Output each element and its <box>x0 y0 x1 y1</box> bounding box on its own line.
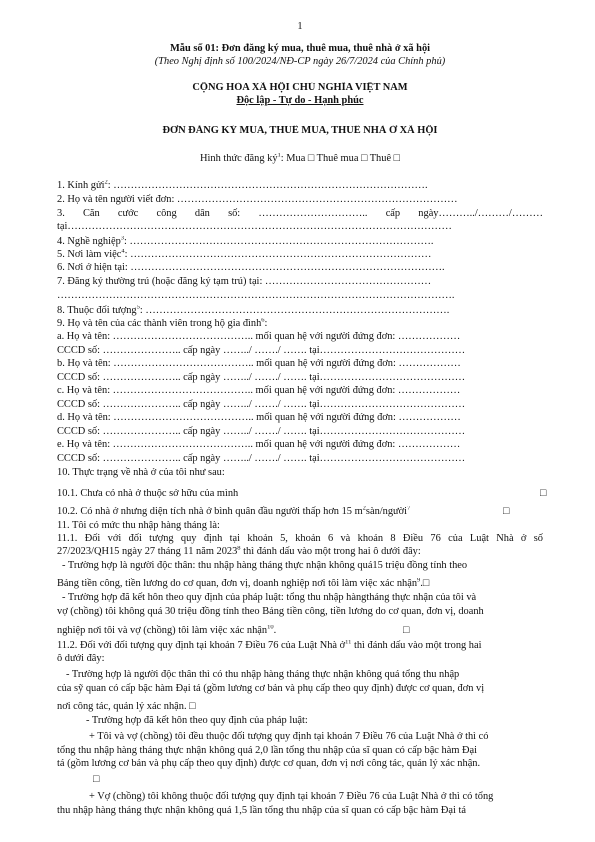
income-single-line-1: - Trường hợp là người độc thân: thu nhập hàng tháng thực nhận không quá15 triệu đồng tính theo <box>62 560 468 571</box>
member-e-id[interactable]: CCCD số: ………………….. cấp ngày ……../ ……./ ……. tại…………………………………… <box>57 453 466 464</box>
officer-both-line-1: + Tôi và vợ (chồng) tôi đều thuộc đối tượng quy định tại khoản 7 Điều 76 của Luật Nhà ở thì có <box>89 731 489 742</box>
member-a-name[interactable]: a. Họ và tên: ………………………………….. mối quan hệ với người đứng đơn: ……………… <box>57 331 461 342</box>
housing-status-heading: 10. Thực trạng về nhà ở của tôi như sau: <box>57 467 225 478</box>
legal-basis: (Theo Nghị định số 100/2024/NĐ-CP ngày 26/7/2024 của Chính phủ) <box>154 56 446 67</box>
income-11-1-line-1: 11.1. Đối với đối tượng quy định tại khoản 5, khoản 6 và khoản 8 Điều 76 của Luật Nhà ở số <box>57 533 543 544</box>
member-d-name[interactable]: d. Họ và tên: ………………………………….. mối quan hệ với người đứng đơn: ……………… <box>57 412 461 423</box>
page-number: 1 <box>297 21 303 32</box>
income-11-2-line-1: 11.2. Đối với đối tượng quy định tại khoản 7 Điều 76 của Luật Nhà ở$^{11}$ thì đánh dấu vào một trong hai <box>57 640 482 651</box>
housing-status-small-house: 10.2. Có nhà ở nhưng diện tích nhà ở bình quân đầu người thấp hơn 15 $m^2sàn/người^7$ <box>57 506 411 517</box>
checkbox-married-income[interactable]: □ <box>403 625 410 636</box>
registration-form-label: Hình thức đăng ký <box>200 153 278 164</box>
field-beneficiary-group[interactable]: 8. Thuộc đối tượng$^5$: ……………………………………………………………………………. <box>57 305 450 316</box>
field-registered-residence[interactable]: 7. Đăng ký thường trú (hoặc đăng ký tạm trú) tại: ………………………………………… <box>57 276 432 287</box>
officer-single-line-2: của sỹ quan có cấp bậc hàm Đại tá (gồm lương cơ bản và phụ cấp theo quy định) được cơ quan, đơn vị <box>57 683 485 694</box>
field-workplace[interactable]: 5. Nơi làm việc$^4$: …………………………………………………………………………… <box>57 249 432 260</box>
member-d-id[interactable]: CCCD số: ………………….. cấp ngày ……../ ……./ ……. tại…………………………………… <box>57 426 466 437</box>
officer-both-line-2: tổng thu nhập hàng tháng thực nhận không quá 2,0 lần tổng thu nhập của sĩ quan có cấp bậc hàm Đại <box>57 745 477 756</box>
checkbox-single-income[interactable]: .□ <box>420 578 430 589</box>
officer-both-line-3: tá (gồm lương cơ bản và phụ cấp theo quy định) được cơ quan, đơn vị nơi công tác, quản lý xác nhận. <box>57 758 481 769</box>
housing-status-no-house: 10.1. Chưa có nhà ở thuộc sở hữu của mình <box>57 488 239 499</box>
officer-single-line-3[interactable]: nơi công tác, quản lý xác nhận. □ <box>57 701 196 712</box>
field-recipient[interactable]: 1. Kính gửi$^2$: ………………………………………………………………………………. <box>57 180 428 191</box>
national-title: CỘNG HÒA XÃ HỘI CHỦ NGHĨA VIỆT NAM <box>192 82 408 93</box>
officer-spouse-line-2: thu nhập hàng tháng thực nhận không quá 1,5 lần tổng thu nhập của sĩ quan có cấp bậc hàm Đại tá <box>57 805 467 816</box>
registration-form-choices[interactable]: : Mua □ Thuê mua □ Thuê □ <box>280 153 400 164</box>
member-c-id[interactable]: CCCD số: ………………….. cấp ngày ……../ ……./ ……. tại…………………………………… <box>57 399 466 410</box>
field-current-residence[interactable]: 6. Nơi ở hiện tại: ………………………………………………………………………………. <box>57 262 445 273</box>
field-registered-residence-cont[interactable]: ……………………………………………………………………………………………………. <box>57 290 455 301</box>
registration-form-options[interactable]: Hình thức đăng $ký^1$: Mua □ Thuê mua □ Thuê □ <box>200 153 400 164</box>
member-a-id[interactable]: CCCD số: ………………….. cấp ngày ……../ ……./ ……. tại…………………………………… <box>57 345 466 356</box>
officer-spouse-line-1: + Vợ (chồng) tôi không thuộc đối tượng quy định tại khoản 7 Điều 76 của Luật Nhà ở thì có tổng <box>89 791 494 802</box>
income-11-2-line-2: ô dưới đây: <box>57 653 105 664</box>
income-married-line-2: vợ (chồng) tôi không quá 30 triệu đồng tính theo Bảng tiền công, tiền lương do cơ quan, đơn vị, doanh <box>57 606 484 617</box>
member-c-name[interactable]: c. Họ và tên: ………………………………….. mối quan hệ với người đứng đơn: ……………… <box>57 385 461 396</box>
checkbox-officer-both[interactable]: □ <box>93 774 100 785</box>
officer-single-line-1: - Trường hợp là người độc thân thì có thu nhập hàng tháng thực nhận không quá tổng thu nhập <box>66 669 460 680</box>
field-citizen-id-place[interactable]: tại………………………………………………………………………………………………… <box>57 221 452 232</box>
field-citizen-id[interactable]: 3. Căn cước công dân số: ………………………….. cấp ngày………../………/……… <box>57 208 543 219</box>
field-occupation[interactable]: 4. Nghề nghiệp$^3$: ……………………………………………………………………………. <box>57 236 434 247</box>
income-married-line-1: - Trường hợp đã kết hôn theo quy định của pháp luật: tổng thu nhập hàngtháng thực nhận của tôi và <box>62 592 477 603</box>
checkbox-small-house[interactable]: □ <box>503 506 510 517</box>
income-11-1-line-2: 27/2023/QH15 ngày 27 tháng 11 năm 2023$^8$ thì đánh dấu vào một trong hai ô dưới đây: <box>57 546 421 557</box>
income-married-line-3: nghiệp nơi tôi và vợ (chồng) tôi làm việc xác nhận$^{10}$. <box>57 625 277 636</box>
member-b-name[interactable]: b. Họ và tên: ………………………………….. mối quan hệ với người đứng đơn: ……………… <box>57 358 461 369</box>
income-single-line-2[interactable]: Bảng tiền công, tiền lương do cơ quan, đơn vị, doanh nghiệp nơi tôi làm việc xác nhận$^9$.□ <box>57 578 430 589</box>
member-e-name[interactable]: e. Họ và tên: ………………………………….. mối quan hệ với người đứng đơn: ……………… <box>57 439 461 450</box>
field-applicant-name[interactable]: 2. Họ và tên người viết đơn: ……………………………………………………………………… <box>57 194 458 205</box>
income-heading: 11. Tôi có mức thu nhập hàng tháng là: <box>57 520 220 531</box>
form-code: Mẫu số 01: Đơn đăng ký mua, thuê mua, thuê nhà ở xã hội <box>169 43 431 54</box>
officer-married-heading: - Trường hợp đã kết hôn theo quy định của pháp luật: <box>86 715 308 726</box>
document-title: ĐƠN ĐĂNG KÝ MUA, THUÊ MUA, THUÊ NHÀ Ở XÃ HỘI <box>162 125 438 136</box>
checkbox-no-house[interactable]: □ <box>540 488 547 499</box>
household-members-heading: 9. Họ và tên của các thành viên trong hộ gia đình$^6$: <box>57 318 268 329</box>
motto: Độc lập - Tự do - Hạnh phúc <box>236 95 364 106</box>
member-b-id[interactable]: CCCD số: ………………….. cấp ngày ……../ ……./ ……. tại…………………………………… <box>57 372 466 383</box>
